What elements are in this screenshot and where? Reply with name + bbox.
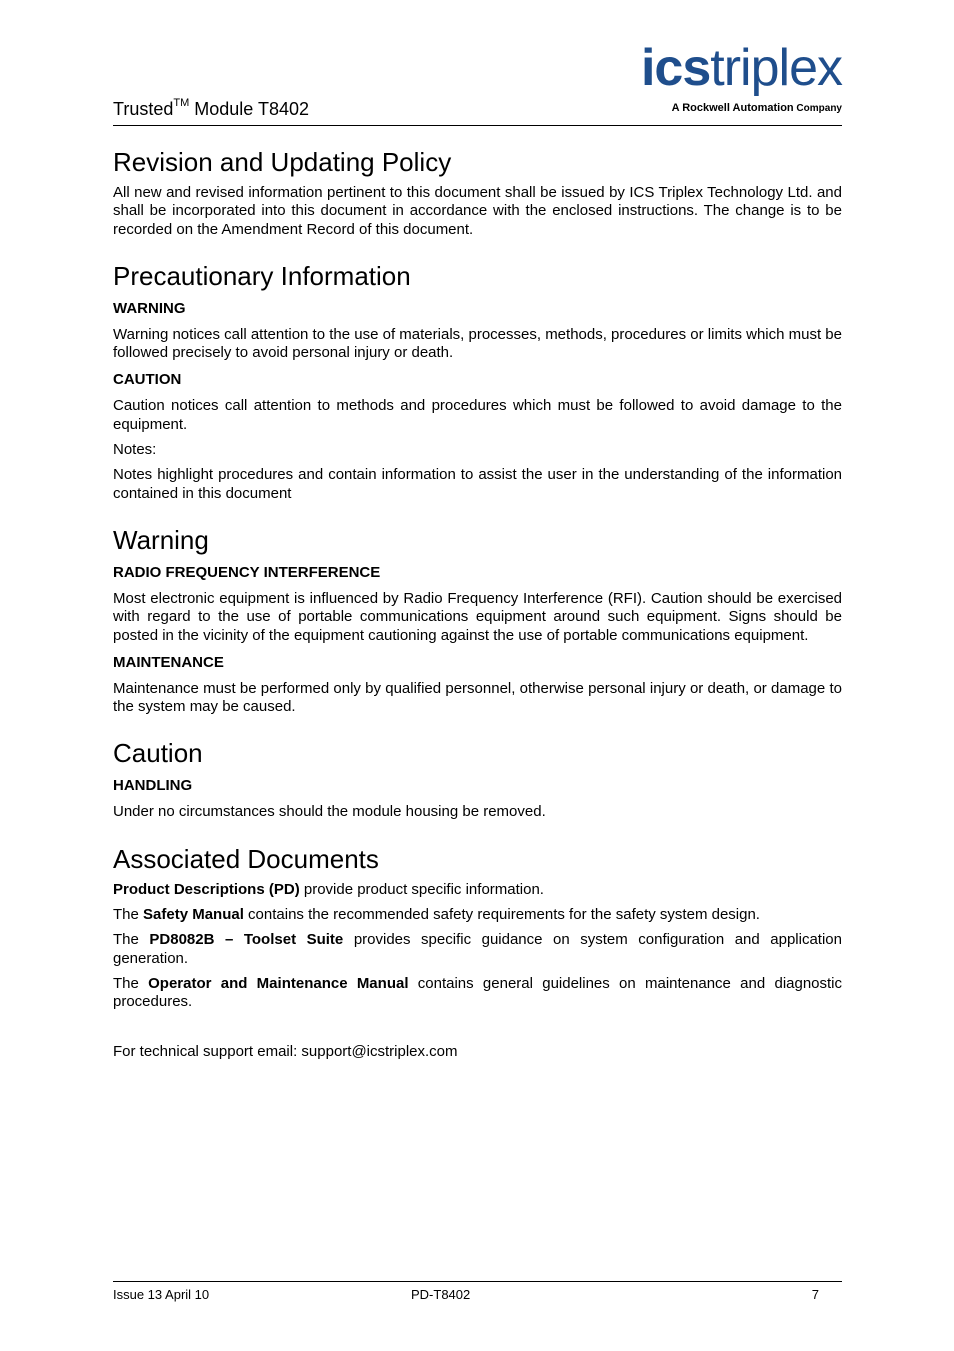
heading-precautionary: Precautionary Information (113, 260, 411, 291)
page-content (113, 147, 842, 1068)
handling-body: Under no circumstances should the module housing be removed. (113, 803, 546, 821)
tagline-company: Company (793, 103, 842, 114)
om-title: Operator and Maintenance Manual (148, 974, 409, 992)
footer-page-number: 7 (811, 1287, 819, 1302)
warning-notice-body: Warning notices call attention to the use of materials, processes, methods, procedures or limits which must be followed precisely to avoid personal injury or death. (113, 325, 842, 362)
notes-label: Notes: (113, 441, 157, 459)
associated-om-manual (113, 975, 842, 1012)
om-text: contains general guidelines on maintenance and diagnostic procedures. (113, 974, 843, 1011)
associated-safety-manual (113, 906, 842, 924)
maintenance-body: Maintenance must be performed only by qualified personnel, otherwise personal injury or death, or damage to the system may be caused. (113, 679, 842, 716)
subheading-caution: CAUTION (113, 371, 182, 389)
title-suffix: Module T8402 (189, 99, 310, 119)
safety-text: contains the recommended safety requirements for the safety system design. (243, 906, 760, 924)
subheading-warning: WARNING (113, 299, 186, 317)
ics-triplex-logo (610, 40, 842, 120)
revision-body: All new and revised information pertinent to this document shall be issued by ICS Triplex Technology Ltd. and shall be incorporated into this document in accordance with the enclosed instructions. The change is to be recorded on the Amendment Record of this document. (113, 184, 842, 238)
associated-toolset (113, 931, 842, 968)
trademark-superscript: TM (173, 97, 190, 109)
logo-wordmark (640, 39, 842, 97)
toolset-pre: The (113, 931, 150, 949)
document-page (113, 0, 842, 1351)
heading-caution: Caution (113, 738, 203, 769)
rfi-body: Most electronic equipment is influenced by Radio Frequency Interference (RFI). Caution should be exercised with regard to the use of portable communications equipment around such equipment. Signs should be posted in the vicinity of the equipment cautioning against the use of portable communications equipment. (113, 589, 842, 644)
toolset-text: provides specific guidance on system configuration and application generation. (113, 931, 842, 967)
document-title (113, 98, 309, 120)
title-prefix: Trusted (113, 99, 174, 119)
support-email: For technical support email: support@icstriplex.com (113, 1042, 458, 1060)
notes-body: Notes highlight procedures and contain information to assist the user in the understanding of the information contained in this document (113, 466, 842, 502)
safety-pre: The (113, 906, 144, 924)
associated-pd (113, 881, 842, 899)
safety-title: Safety Manual (143, 906, 244, 924)
pd-text: provide product specific information. (299, 880, 544, 898)
subheading-handling: HANDLING (113, 777, 193, 795)
page-footer (113, 1281, 842, 1306)
heading-warning: Warning (113, 524, 209, 555)
logo-triplex: triplex (710, 39, 842, 97)
logo-ics: ics (640, 39, 711, 97)
page-header (113, 40, 842, 126)
subheading-maintenance: MAINTENANCE (113, 653, 224, 671)
logo-tagline (672, 102, 842, 115)
footer-doc-id: PD-T8402 (411, 1287, 471, 1302)
tagline-prefix: A (671, 102, 683, 114)
pd-title: Product Descriptions (PD) (113, 880, 300, 898)
tagline-brand: Rockwell Automation (682, 102, 794, 114)
heading-associated-documents: Associated Documents (113, 843, 379, 874)
caution-notice-body: Caution notices call attention to methods and procedures which must be followed to avoid damage to the equipment. (113, 397, 842, 433)
heading-revision: Revision and Updating Policy (113, 147, 452, 177)
subheading-rfi: RADIO FREQUENCY INTERFERENCE (113, 563, 381, 581)
om-pre: The (113, 974, 149, 992)
toolset-title: PD8082B – Toolset Suite (149, 931, 344, 949)
footer-issue: Issue 13 April 10 (113, 1287, 210, 1302)
